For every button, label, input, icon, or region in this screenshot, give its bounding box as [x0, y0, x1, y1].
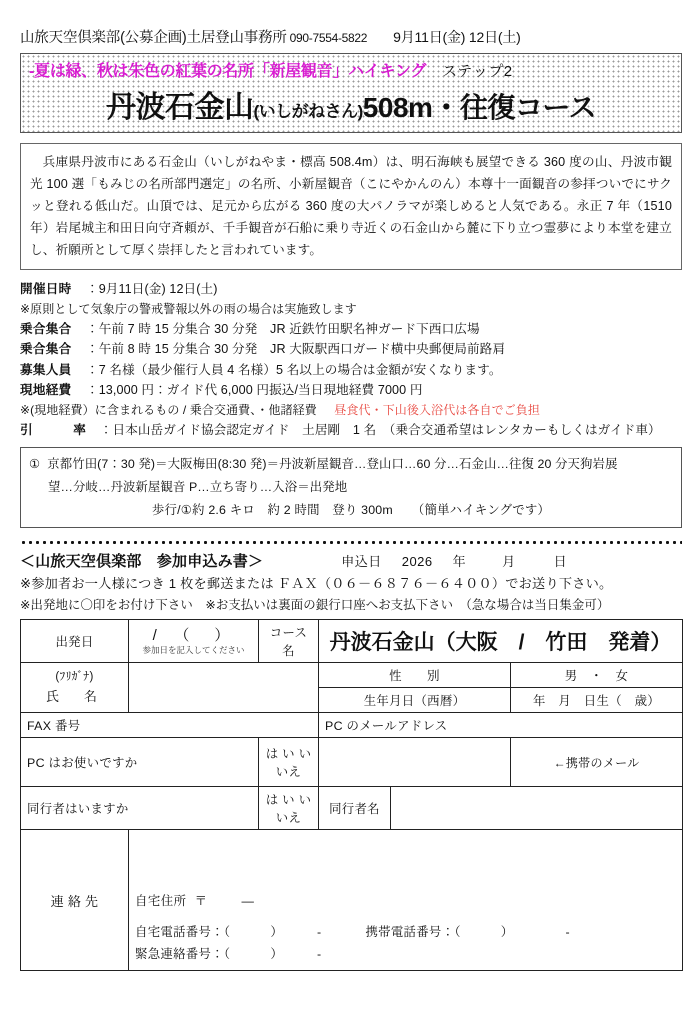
application-payment-note: ※出発地に〇印をお付け下さい ※お支払いは裏面の銀行口座へお支払下さい （急な場合は当日集金可） — [20, 598, 610, 613]
form-row-departure — [21, 620, 683, 663]
application-date-label: 申込日 — [341, 554, 382, 570]
form-row-companion — [21, 787, 683, 830]
input-contact-details[interactable] — [129, 830, 683, 971]
title-main-row — [29, 82, 673, 126]
detail-label-meeting-2: 乗合集合 — [20, 342, 72, 357]
application-date-year-value: 2026 — [401, 554, 433, 570]
application-date-month-unit: 月 — [502, 554, 516, 570]
detail-value-guide: ：日本山岳ガイド協会認定ガイド 土居剛 1 名 （乗合交通希望はレンタカーもしくはガイド車） — [99, 422, 661, 437]
application-title: ＜山旅天空倶楽部 参加申込み書＞ — [20, 553, 264, 571]
application-title-row — [20, 550, 682, 571]
input-birthdate[interactable]: 年 月 日生（ 歳） — [511, 688, 683, 713]
home-phone-dash: - — [317, 924, 322, 939]
label-fax-number[interactable]: FAX 番号 — [21, 713, 319, 738]
form-row-fax-mail — [21, 713, 683, 738]
detail-value-capacity: ：7 名様（最少催行人員 4 名様）5 名以上の場合は金額が安くなります。 — [86, 362, 502, 377]
detail-row-guide — [20, 420, 682, 440]
label-departure-date: 出発日 — [21, 620, 129, 663]
label-companion: 同行者はいますか — [21, 787, 259, 830]
detail-value-cost: ：13,000 円：ガイド代 6,000 円振込/当日現地経費 7000 円 — [86, 383, 423, 398]
mobile-phone-close-paren: ） — [500, 924, 514, 939]
home-phone-close-paren: ） — [270, 924, 284, 939]
course-name-departure-options: （大阪 / 竹田 発着） — [434, 631, 672, 655]
contact-phone-block — [135, 922, 666, 965]
detail-self-pay-warning: 昼食代・下山後入浴代は各自でご負担 — [334, 402, 540, 417]
detail-label-date: 開催日時 — [20, 282, 72, 297]
application-form-table — [20, 619, 683, 971]
event-dates-header: 9月11日(金) 12日(土) — [393, 29, 521, 45]
title-subtitle: -夏は緑、秋は朱色の紅葉の名所「新屋観音」ハイキング — [29, 63, 427, 80]
input-name[interactable] — [129, 663, 319, 713]
detail-row-meeting-2 — [20, 339, 682, 359]
label-furigana: (ﾌﾘｶﾞﾅ) — [55, 671, 94, 684]
application-fax-note: ※参加者お一人様につき 1 枚を郵送または ＦＡＸ（０６－６８７６－６４００）でお送り下さい。 — [20, 576, 613, 592]
form-row-furigana-gender — [21, 663, 683, 688]
course-name-text: 丹波石金山 — [329, 631, 435, 655]
course-itinerary-line-1 — [29, 453, 673, 475]
note-mobile-mail: ←携帯のメール — [511, 738, 683, 787]
form-row-pc-usage — [21, 738, 683, 787]
label-contact: 連 絡 先 — [21, 830, 129, 971]
application-date-day-unit: 日 — [553, 554, 568, 570]
detail-value-date: ：9月11日(金) 12日(土) — [86, 282, 218, 297]
detail-label-guide: 引 率 — [20, 422, 100, 437]
course-itinerary-box — [20, 447, 682, 528]
input-gender-options[interactable]: 男 ・ 女 — [511, 663, 683, 688]
title-step-badge: ステップ2 — [442, 63, 513, 80]
course-itinerary-line-2: 望…分岐…丹波新屋観音 P…立ち寄り…入浴＝出発地 — [48, 479, 348, 494]
value-course-name — [319, 620, 683, 663]
input-pc-mail-address[interactable] — [319, 738, 511, 787]
input-companion-yesno[interactable]: は い いいえ — [259, 787, 319, 830]
input-companion-name[interactable] — [391, 787, 683, 830]
zip-mark-icon: 〒 — [194, 894, 208, 909]
home-phone-line[interactable] — [135, 922, 666, 944]
organization-name: 山旅天空倶楽部(公募企画)土居登山事務所 — [20, 30, 287, 46]
label-course-name: コース名 — [259, 620, 319, 663]
emergency-phone-close-paren: ） — [270, 946, 284, 961]
emergency-phone-dash: - — [317, 946, 322, 961]
mobile-phone-dash: - — [565, 924, 570, 939]
organization-phone: 090-7554-5822 — [289, 31, 368, 45]
course-number: ① — [29, 457, 41, 472]
detail-label-capacity: 募集人員 — [20, 362, 72, 377]
detail-row-date — [20, 279, 682, 299]
detail-row-cost — [20, 380, 682, 400]
input-pc-usage-yesno[interactable]: は い いいえ — [259, 738, 319, 787]
label-emergency-phone: 緊急連絡番号：（ — [135, 946, 231, 961]
emergency-phone-line[interactable] — [135, 944, 666, 966]
label-companion-name: 同行者名 — [319, 787, 391, 830]
label-pc-usage: PC はお使いですか — [21, 738, 259, 787]
detail-row-meeting-1 — [20, 319, 682, 339]
input-departure-date[interactable] — [129, 620, 259, 663]
label-name: 氏 名 — [45, 688, 103, 704]
application-date-year-unit: 年 — [452, 554, 467, 570]
label-home-address: 自宅住所 — [135, 894, 187, 909]
zip-dash: ― — [241, 894, 255, 909]
label-gender: 性 別 — [319, 663, 511, 688]
detail-weather-note: ※原則として気象庁の警戒警報以外の雨の場合は実施致します — [20, 301, 357, 316]
label-pc-mail[interactable]: PC のメールアドレス — [319, 713, 683, 738]
detail-included-note — [20, 401, 682, 420]
label-name-field — [21, 663, 129, 713]
application-date-row — [341, 551, 567, 570]
label-home-phone: 自宅電話番号：（ — [135, 924, 231, 939]
label-mobile-phone: 携帯電話番号：（ — [365, 924, 461, 939]
detail-label-meeting-1: 乗合集合 — [20, 321, 72, 336]
title-banner — [20, 53, 682, 133]
label-birthdate: 生年月日（西暦） — [319, 688, 511, 713]
departure-date-hint: 参加日を記入してください — [142, 645, 245, 656]
detail-value-meeting-2: ：午前 8 時 15 分集合 30 分発 JR 大阪駅西口ガード横中央郵便局前路肩 — [86, 342, 506, 357]
detail-included-text: ※(現地経費）に含まれるもの / 乗合交通費、・他諸経費 — [20, 402, 317, 417]
description-box — [20, 143, 682, 270]
departure-date-slash: / （ ） — [152, 626, 235, 644]
course-walk-summary: 歩行/①約 2.6 キロ 約 2 時間 登り 300m （簡単ハイキングです） — [151, 503, 551, 518]
detail-row-capacity — [20, 360, 682, 380]
mountain-name: 丹波石金山 — [105, 91, 254, 124]
detail-label-cost: 現地経費 — [20, 383, 72, 398]
organization-header — [0, 0, 700, 51]
label-home-address-line — [135, 891, 676, 909]
application-header — [20, 550, 682, 613]
description-text: 兵庫県丹波市にある石金山（いしがねやま・標高 508.4m）は、明石海峡も展望できる 360 度の山、丹波市観光 100 選「もみじの名所部門選定」の名所、小新屋観音（こにやかんのん）本尊十一面観音の参拝ついでにサクッと登れる低山だ。山頂では、足元から広がる 360 度の大パノラマが楽しめると人気である。永正 7 年（1510 年）岩尾城主和田日向守斉頼が、千手観音が石船に乗り寺近くの石金山から麓に下り立つ霊夢により本堂を建立し、祈願所として厚く崇拝したと言われています。 — [30, 155, 672, 258]
mountain-elevation-course: 508m・往復コース — [362, 92, 597, 123]
mountain-name-kana: (いしがねさん) — [253, 102, 363, 121]
form-row-contact — [21, 830, 683, 971]
dotted-divider — [20, 537, 682, 544]
event-details — [20, 279, 682, 440]
course-route-1: 京都竹田(7：30 発)＝大阪梅田(8:30 発)＝丹波新屋観音…登山口…60 分…石金山…往復 20 分天狗岩展 — [47, 457, 618, 472]
title-subtitle-row — [29, 58, 673, 81]
detail-value-meeting-1: ：午前 7 時 15 分集合 30 分発 JR 近鉄竹田駅名神ガード下西口広場 — [86, 321, 480, 336]
